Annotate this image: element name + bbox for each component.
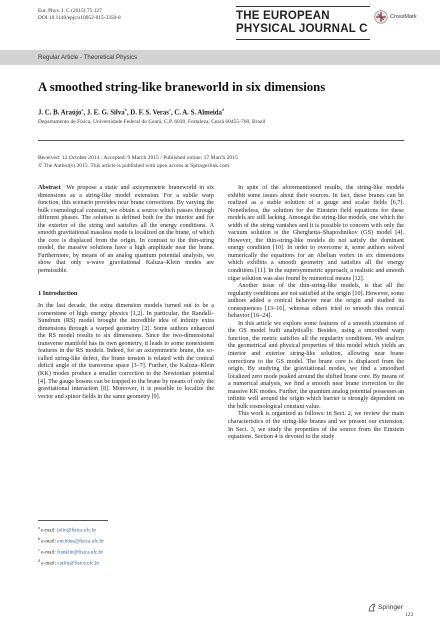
footnote-mark: b [38,535,40,541]
author-name: C. A. S. Almeida [174,109,222,117]
journal-citation [38,8,121,22]
email-link[interactable]: franklin@fisica.ufc.br [57,549,104,556]
body-paragraph: Another issue of the thin-string-like models, is that all the regularity conditions are not satisfied at the origin [10]. However, some authors added a conical behavior near the origin and studied its consequences [13–16], whereas others tried to smooth this conical behavior [16–24]. [228,283,404,320]
footnote-label: e-mail: [41,549,58,556]
publication-dates [38,155,238,170]
crossmark-label: CrossMark [390,14,417,20]
publisher-name: Springer [378,604,403,611]
intro-paragraph: In the last decade, the extra dimension models turned out to be a cornerstone of high energy physics [1,2]. In particular, the Randall–Sundrum (RS) model brought the incredible idea of infinity extra dimensions through a warped geometry [2]. Some authors enhanced the RS model results to six dimensions. Since the two-dimensional transverse manifold has its own geometry, it leads to some nonexistent features in the RS models. Indeed, for an axisymmetric brane, the so-called string-like defect, the brane tension is related with the conical deficit angle of the transverse space [3–7]. Further, the Kaluza–Klein (KK) modes produce a smaller correction to the Newtonian potential [4]. The gauge bosons can be trapped to the brane by means of only the gravitational interaction [8]. Moreover, it is possible to localize the vector and spinor fields in the same geometry [9]. [38,303,214,400]
author-mark: a [81,107,84,112]
footnote-mark: c [38,546,40,552]
footnote [38,546,104,557]
copyright-notice: © The Author(s) 2015. This article is published with open access at Springerlink.com [38,162,230,169]
journal-logo [236,6,370,40]
email-link[interactable]: euclides@fisica.ufc.br [57,538,104,545]
abstract-label: Abstract [38,185,61,191]
affiliation: Departamento de Física, Universidade Federal do Ceará, C.P. 6030, Fortaleza, Ceará 60455-760, Brazil [38,119,266,125]
footnotes [38,524,104,568]
author-name: D. F. S. Veras [130,109,169,117]
email-link[interactable]: julio@fisica.ufc.br [57,527,97,534]
journal-name-line2: PHYSICAL JOURNAL C [236,23,368,35]
article-type: Regular Article - Theoretical Physics [38,54,138,61]
divider [38,140,404,141]
right-column [228,185,404,442]
footnote-label: e-mail: [41,527,58,534]
crossmark-icon [374,10,388,24]
journal-name-line1: THE EUROPEAN [236,10,330,22]
journal-ref: Eur. Phys. J. C (2015) 75:127 [38,8,102,14]
footnote [38,535,104,546]
body-paragraph: In spite of the aforementioned results, the string-like models exhibit some issues about their sources. In fact, these branes can be realized as a stable solution of a gauge and scalar fields [6,7]. Nonetheless, the solution for the Einstein field equations for these models are still lacking. Amongst the string-like models, one which the width of the string vanishes and it is possible to concern with only the vacuum solution is the Gherghetta–Shaposhnikov (GS) model [4]. However, the thin-string-like models do not satisfy the dominant energy condition [10]. In order to overcome it, some authors solved numerically the equations for an Abelian vortex in six dimensions which exhibits a smooth geometry and satisfies all the energy conditions [11]. In the supersymmetric approach, a realistic and smooth cigar solution was also found by numerical means [12]. [228,185,404,282]
article-type-band [0,50,440,65]
author-mark: c [168,107,171,112]
body-paragraph: In this article we explore some features of a smooth extension of the GS model built analytically. Besides, using a smoothed warp function, the metric satisfies all the regularity conditions. We analyze the geometrical and physical properties of this model which yields an interior and exterior string-like solution, allowing near brane corrections to the GS model. The brane core is displaced from the origin. By studying the gravitational modes, we find a smoothed localized zero mode peaked around the shifted brane core. By means of a numerical analysis, we find a smooth near brane correction to the massive KK modes. Further, the quantum analog potential possesses an infinite well around the origin which barrier is strongly dependent on the bulk cosmological constant value. [228,320,404,410]
springer-horse-icon [368,603,376,612]
received-dates: Received: 12 October 2014 / Accepted: 9 March 2015 / Published online: 17 March 2015 [38,155,238,161]
author-list: J. C. B. Araújo$^a$, J. E. G. Silva$^b$, D. F. S. Veras$^c$, C. A. S. Almeida$^d$ [38,107,225,117]
crossmark-badge[interactable] [374,10,417,24]
author-name: J. C. B. Araújo [38,109,82,117]
author-mark: b [124,107,127,112]
section-heading: 1 Introduction [38,289,78,297]
footnote-label: e-mail: [41,560,58,567]
body-paragraph: This work is organized as follows: in Sect. 2, we review the main characteristics of the string-like branes and we present our extension. In Sect. 3, we study the properties of the source from the Einstein equations. Section 4 is devoted to the study [228,411,404,441]
footnote-mark: d [38,557,40,563]
doi: DOI 10.1140/epjc/s10052-015-3350-8 [38,15,121,21]
footnote [38,524,104,535]
footnote-rule [38,520,108,521]
abstract-text: We propose a static and axisymmetric braneworld in six dimensions as a string-like model extension. For a subtle warp function, this scenario provides near brane corrections. By varying the bulk cosmological constant, we obtain a source which passes through different phases. The solution is defined both for the interior and for the exterior of the string and satisfies all the energy conditions. A smooth gravitational massless mode is localized on the brane, of which the core is displaced from the origin. In contrast to the thin-string model, the massive solutions have a high amplitude near the brane. Furthermore, by means of an analog quantum potential analysis, we show that only s-wave gravitational Kaluza–Klein modes are permissible. [38,185,214,275]
footnote [38,557,104,568]
left-column [38,185,214,401]
author-name: J. E. G. Silva [86,109,125,117]
footnote-label: e-mail: [41,538,58,545]
paper-title: A smoothed string-like braneworld in six dimensions [38,80,326,94]
page-number: 123 [405,612,414,618]
email-link[interactable]: carlos@fisica.ufc.br [57,560,100,567]
abstract [38,185,214,276]
springer-logo [368,603,403,612]
footnote-mark: a [38,525,40,530]
author-mark: d [221,107,225,112]
